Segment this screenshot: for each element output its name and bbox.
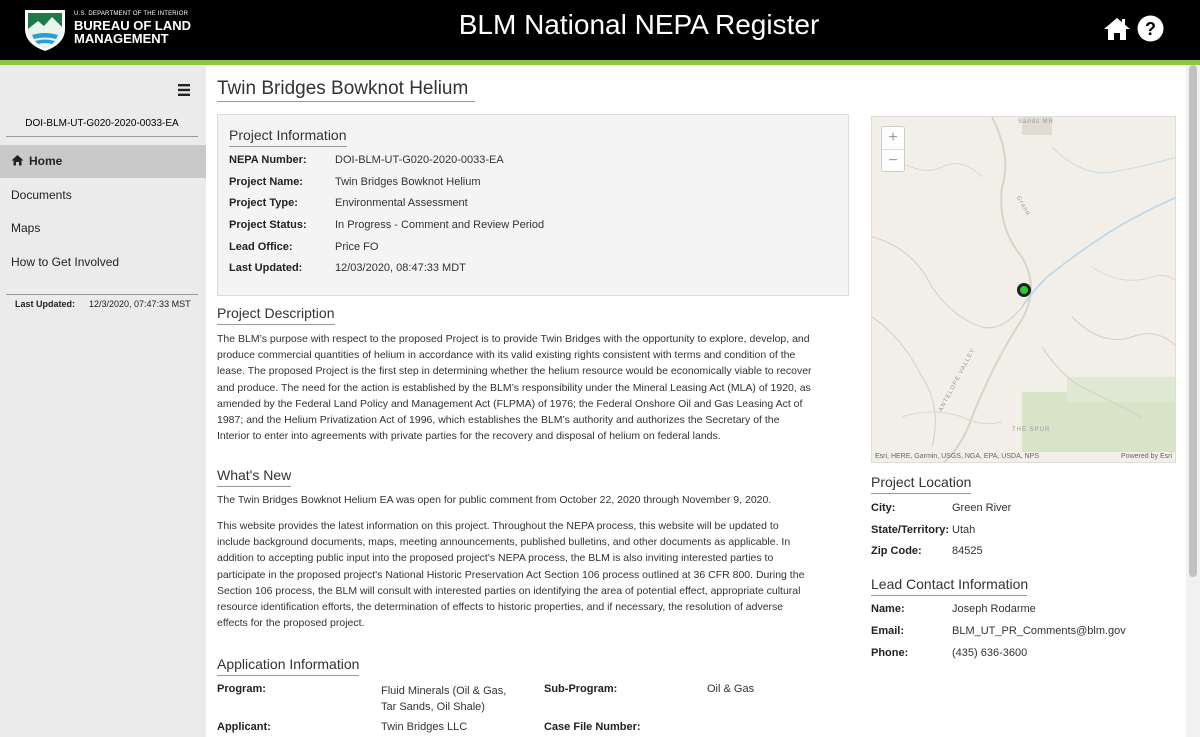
text-line: 1987; and the Helium Privatization Act of 1996, which establishes the BLM’s authority and authorizes the Secretary of the [217,414,780,427]
site-header [0,0,1200,60]
application-information-heading: Application Information [217,656,360,672]
zoom-out-button[interactable]: − [882,149,904,171]
project-information-heading: Project Information [229,127,347,143]
nepa-number-label: NEPA Number: [229,154,307,166]
project-information-panel [217,114,849,296]
project-description-heading: Project Description [217,305,335,321]
home-icon [11,154,24,166]
text-line: amended by the Federal Land Policy and Management Act (FLPMA) of 1976; the Federal Onshore Oil and Gas Leasing Act of [217,397,803,410]
applicant-label: Applicant: [217,721,271,733]
text-line: This website provides the latest information on this project. Throughout the NEPA process, this website will be updated to [217,520,779,532]
sidebar-divider [6,294,198,295]
project-location-heading: Project Location [871,474,972,490]
project-name-label: Project Name: [229,176,303,188]
map-zoom-controls [881,126,905,172]
site-title: BLM National NEPA Register [458,9,820,40]
scrollbar-thumb[interactable] [1189,65,1197,577]
agency-name-line2: MANAGEMENT [74,31,169,46]
text-line: effects for the proposed project. [217,617,365,630]
heading-underline [217,486,291,487]
project-status-label: Project Status: [229,219,307,231]
page-title: Twin Bridges Bowknot Helium [217,78,469,99]
sidebar-last-updated-label: Last Updated: [15,299,76,309]
map-label-the-spur: THE SPUR [1012,427,1051,433]
sidebar-item-get-involved[interactable]: How to Get Involved [11,255,120,269]
help-icon[interactable] [1137,15,1164,42]
project-location-marker[interactable] [1017,283,1031,297]
case-file-number-label: Case File Number: [544,721,641,733]
sidebar-item-label: Home [29,154,63,168]
contact-email-value[interactable]: BLM_UT_PR_Comments@blm.gov [952,625,1126,637]
lead-office-label: Lead Office: [229,241,293,253]
map-label-grand: Grand [1014,195,1031,217]
agency-department: U.S. DEPARTMENT OF THE INTERIOR [74,11,189,17]
sidebar-last-updated-value: 12/3/2020, 07:47:33 MST [89,299,191,309]
contact-email-label: Email: [871,625,905,637]
text-line: and produce. The need for the action is established by the BLM’s responsibility under the Mineral Leasing Act (MLA) of 1920, as [217,381,811,394]
text-line: The BLM’s purpose with respect to the proposed Project is to provide Twin Bridges with the opportunity to explore, develop, and [217,333,810,345]
contact-name-label: Name: [871,603,905,615]
nepa-number-value: DOI-BLM-UT-G020-2020-0033-EA [335,154,504,166]
sidebar-divider [6,136,198,137]
heading-underline [229,146,347,147]
subprogram-value: Oil & Gas [707,683,755,695]
zip-code-label: Zip Code: [871,545,922,557]
text-line: lease. The proposed Project is the first step in determining whether the helium resource would be economically viable to recover [217,365,812,378]
home-icon[interactable] [1103,16,1131,42]
heading-underline [217,324,335,325]
agency-name[interactable] [74,19,191,45]
program-value-line: Fluid Minerals (Oil & Gas, [381,685,507,697]
program-value-line: Tar Sands, Oil Shale) [381,701,485,713]
menu-icon[interactable] [176,82,192,98]
lead-contact-heading: Lead Contact Information [871,576,1029,592]
state-value: Utah [952,524,976,536]
map-label-antelope-valley: ANTELOPE VALLEY [938,347,977,413]
text-line: resource identification efforts, the determination of effects to historic properties, and if necessary, the resolution of adverse [217,601,784,614]
state-label: State/Territory: [871,524,950,536]
text-line: Interior to enter into agreements with private parties for the recovery and disposal of helium on federal lands. [217,430,721,443]
text-line: include background documents, maps, meeting announcements, published bulletins, and other documents as applicable. In [217,536,791,549]
text-line: Section 106 process, the BLM will consult with interested parties on identifying the area of potential effect, appropriate cultural [217,584,801,597]
last-updated-label: Last Updated: [229,262,303,274]
last-updated-value: 12/03/2020, 08:47:33 MDT [335,262,466,274]
heading-underline [217,675,359,676]
svg-text:?: ? [1145,19,1156,39]
page-scrollbar[interactable] [1186,65,1200,737]
applicant-value: Twin Bridges LLC [381,721,468,733]
contact-phone-label: Phone: [871,647,909,659]
whats-new-heading: What's New [217,467,292,483]
heading-underline [871,493,971,494]
zoom-in-button[interactable]: + [888,129,898,146]
sidebar-project-id: DOI-BLM-UT-G020-2020-0033-EA [25,118,179,129]
map-attribution: Esri, HERE, Garmin, USGS, NGA, EPA, USDA, NPS [875,453,1040,460]
contact-phone-value: (435) 636-3600 [952,647,1028,659]
sidebar-item-home[interactable] [0,145,206,178]
city-label: City: [871,502,896,514]
project-name-value: Twin Bridges Bowknot Helium [335,176,481,188]
sidebar [0,65,206,737]
subprogram-label: Sub-Program: [544,683,618,695]
whats-new-paragraph-2 [217,518,857,631]
agency-name-line1: BUREAU OF LAND [74,18,191,33]
blm-logo[interactable] [22,7,68,53]
text-line: addition to accepting public input into the proposed project's NEPA process, the BLM is also inviting interested parties to [217,552,774,565]
zip-code-value: 84525 [952,545,983,557]
project-type-value: Environmental Assessment [335,197,468,209]
whats-new-paragraph-1: The Twin Bridges Bowknot Helium EA was open for public comment from October 22, 2020 through November 9, 2020. [217,494,772,506]
project-type-label: Project Type: [229,197,298,209]
lead-office-value: Price FO [335,241,379,253]
program-value [381,683,506,715]
page-title-underline [217,101,475,102]
contact-name-value: Joseph Rodarme [952,603,1036,615]
sidebar-item-maps[interactable]: Maps [11,221,41,235]
project-description-text [217,331,857,444]
map-powered-by[interactable]: Powered by Esri [1121,453,1172,460]
text-line: produce commercial quantities of helium in accordance with its valid existing rights consistent with terms and condition of the [217,349,796,362]
project-status-value: In Progress - Comment and Review Period [335,219,545,231]
heading-underline [871,595,1027,596]
city-value: Green River [952,502,1012,514]
program-label: Program: [217,683,266,695]
project-map[interactable] [871,116,1176,463]
map-label-sands-mr: Sands MR [1018,119,1055,125]
text-line: participate in the proposed project's National Historic Preservation Act Section 106 process outlined at 36 CFR 800. During the [217,568,805,581]
sidebar-item-documents[interactable]: Documents [11,188,72,202]
